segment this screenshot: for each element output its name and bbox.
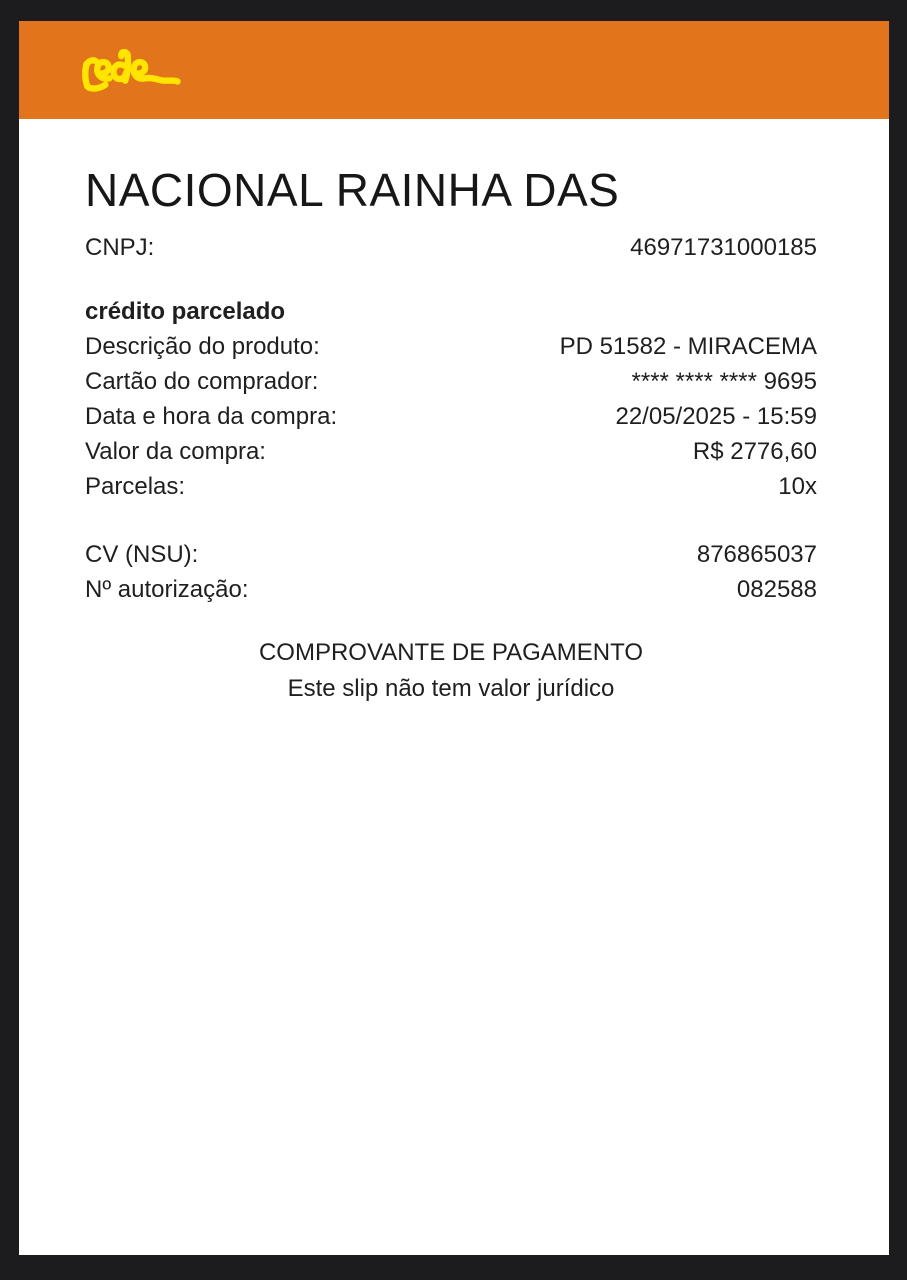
- detail-value: **** **** **** 9695: [631, 367, 817, 395]
- detail-row-installments: [85, 469, 817, 504]
- detail-value: 10x: [778, 472, 817, 500]
- detail-row-card: [85, 364, 817, 399]
- detail-row-authorization: [85, 572, 817, 607]
- footer-title: COMPROVANTE DE PAGAMENTO: [258, 638, 644, 666]
- cnpj-label: CNPJ:: [85, 233, 155, 261]
- detail-label: Data e hora da compra:: [85, 402, 338, 430]
- payment-type-heading: crédito parcelado: [85, 297, 286, 325]
- cnpj-value: 46971731000185: [630, 233, 817, 261]
- detail-row-nsu: [85, 537, 817, 572]
- transaction-ids-section: [85, 537, 817, 607]
- brand-header: [19, 21, 889, 119]
- detail-value: 22/05/2025 - 15:59: [615, 402, 817, 430]
- detail-label: Parcelas:: [85, 472, 186, 500]
- detail-value: PD 51582 - MIRACEMA: [559, 332, 817, 360]
- detail-row-product: [85, 329, 817, 364]
- detail-row-datetime: [85, 399, 817, 434]
- detail-value: 082588: [736, 575, 817, 603]
- payment-details-section: [85, 294, 817, 504]
- detail-label: Valor da compra:: [85, 437, 266, 465]
- footer-note: Este slip não tem valor jurídico: [287, 674, 615, 702]
- detail-label: Nº autorização:: [85, 575, 249, 603]
- receipt-body: [19, 165, 889, 707]
- detail-label: Descrição do produto:: [85, 332, 320, 360]
- receipt-page: [19, 21, 889, 1255]
- cnpj-row: [85, 230, 817, 265]
- merchant-name: NACIONAL RAINHA DAS: [85, 164, 620, 216]
- receipt-footer: [85, 635, 817, 707]
- rede-logo-icon: [78, 49, 182, 95]
- detail-value: R$ 2776,60: [692, 437, 817, 465]
- detail-label: Cartão do comprador:: [85, 367, 319, 395]
- detail-row-amount: [85, 434, 817, 469]
- detail-label: CV (NSU):: [85, 540, 199, 568]
- detail-value: 876865037: [696, 540, 817, 568]
